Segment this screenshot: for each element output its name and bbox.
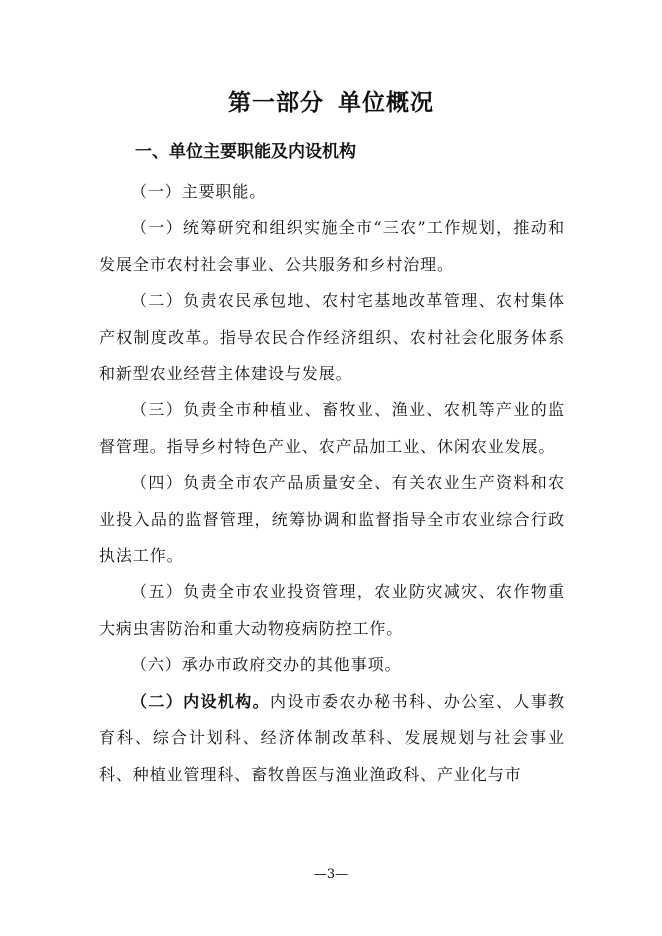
- internal-org-paragraph: [99, 684, 565, 793]
- function-item-2: （二）负责农民承包地、农村宅基地改革管理、农村集体产权制度改革。指导农民合作经济组织、农村社会化服务体系和新型农业经营主体建设与发展。: [99, 291, 565, 384]
- function-item-3: （三）负责全市种植业、畜牧业、渔业、农机等产业的监督管理。指导乡村特色产业、农产品加工业、休闲农业发展。: [99, 400, 565, 456]
- page-number: —3—: [313, 867, 349, 882]
- page-title: [0, 86, 662, 120]
- function-item-4: （四）负责全市农产品质量安全、有关农业生产资料和农业投入品的监督管理，统筹协调和监督指导全市农业综合行政执法工作。: [99, 473, 565, 566]
- title-part-label: 第一部分: [228, 89, 324, 116]
- internal-org-text: 内设市委农办秘书科、办公室、人事教育科、综合计划科、经济体制改革科、发展规划与社会事业科、种植业管理科、畜牧兽医与渔业渔政科、产业化与市: [99, 691, 565, 784]
- body-text: [99, 174, 565, 793]
- functions-subheading: （一）主要职能。: [131, 182, 267, 201]
- function-item-6: （六）承办市政府交办的其他事项。: [131, 655, 402, 675]
- function-item-1: （一）统筹研究和组织实施全市“三农”工作规划，推动和发展全市农村社会事业、公共服务和乡村治理。: [99, 218, 565, 274]
- section-heading: 一、单位主要职能及内设机构: [135, 142, 356, 162]
- internal-org-lead: （二）内设机构。: [131, 691, 271, 711]
- function-item-5: （五）负责全市农业投资管理，农业防灾减灾、农作物重大病虫害防治和重大动物疫病防控工作。: [99, 582, 565, 638]
- title-main: 单位概况: [338, 89, 434, 116]
